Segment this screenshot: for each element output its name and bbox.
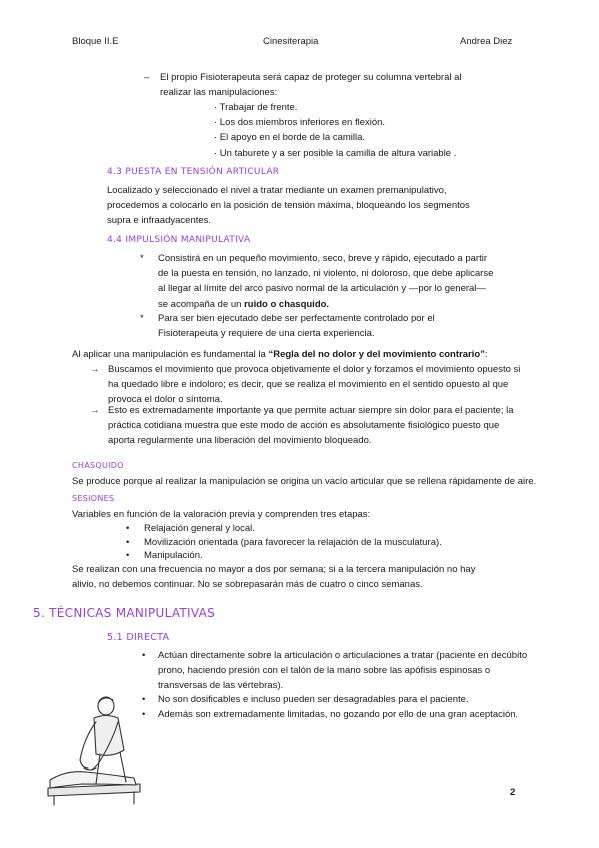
text-line: Consistirá en un pequeño movimiento, seco, breve y rápido, ejecutado a partir: [158, 253, 487, 264]
dot-bullet: •: [142, 694, 146, 705]
arrow-bullet: →: [90, 364, 100, 375]
intro-line: realizar las manipulaciones:: [160, 87, 278, 99]
sesiones-closing: [72, 562, 475, 592]
text-line: supra e infraadyacentes.: [107, 215, 212, 227]
text-run: Al aplicar una manipulación es fundamental la: [72, 349, 269, 360]
intro-subitem: · Trabajar de frente.: [214, 102, 298, 113]
intro-paragraph: [160, 70, 462, 100]
dot-bullet: •: [142, 650, 146, 661]
text-line: Se realizan con una frecuencia no mayor a dos por semana; si a la tercera manipulación no hay: [72, 564, 476, 575]
text-line: procedemos a colocarlo en la posición de tensión máxima, bloqueando los segmentos: [107, 200, 470, 212]
dot-bullet: •: [126, 523, 130, 534]
text-line: ha quedado libre e indoloro; es decir, que se realiza el movimiento en el sentido opuesto al que: [108, 379, 509, 391]
arrow-bullet: →: [90, 405, 100, 416]
asterisk-bullet: *: [140, 253, 144, 264]
rule-arrow-2: [108, 403, 514, 449]
text-line: Para ser bien ejecutado debe ser perfectamente controlado por el: [158, 313, 435, 324]
section-4-4-title: 4.4 IMPULSIÓN MANIPULATIVA: [107, 235, 251, 245]
header-center: Cinesiterapia: [263, 36, 319, 47]
dot-bullet: •: [142, 709, 146, 720]
text-line: Fisioterapeuta y requiere de una cierta experiencia.: [158, 328, 375, 340]
sesiones-item: Movilización orientada (para favorecer la relajación de la musculatura).: [144, 537, 442, 548]
intro-subitem: · El apoyo en el borde de la camilla.: [214, 132, 366, 144]
text-line: [158, 297, 493, 312]
directa-bullet-3: Además son extremadamente limitadas, no gozando por ello de una gran aceptación.: [158, 709, 519, 720]
text-line: Actúan directamente sobre la articulación o articulaciones a tratar (paciente en decúbito: [158, 650, 528, 661]
bold-run: “Regla del no dolor y del movimiento contrario”: [268, 349, 485, 360]
sesiones-item: Relajación general y local.: [144, 523, 255, 534]
text-line: transversas de las vértebras).: [158, 680, 284, 692]
section-4-3-title: 4.3 PUESTA EN TENSIÓN ARTICULAR: [107, 167, 280, 177]
intro-line: El propio Fisioterapeuta será capaz de proteger su columna vertebral al: [160, 72, 462, 83]
page-number: 2: [510, 787, 516, 798]
section-5-title: 5. TÉCNICAS MANIPULATIVAS: [33, 606, 216, 620]
text-line: prono, haciendo presión con el talón de la mano sobre las apófisis espinosas o: [158, 665, 491, 677]
text-run: se acompaña de un: [158, 298, 245, 310]
text-run: :: [484, 349, 488, 360]
intro-sublist: [214, 100, 456, 161]
text-line: Localizado y seleccionado el nivel a tratar mediante un examen premanipulativo,: [107, 185, 447, 196]
text-line: de la puesta en tensión, no lanzado, ni violento, ni doloroso, que debe aplicarse: [158, 268, 494, 280]
rule-arrow-1: [108, 362, 520, 408]
text-line: aporta regularmente una liberación del movimiento bloqueado.: [108, 435, 372, 447]
directa-bullet-1: [158, 648, 527, 694]
section-5-1-title: 5.1 DIRECTA: [107, 632, 170, 643]
impulse-bullet-2: [158, 311, 435, 341]
bold-run: ruido o chasquido.: [244, 298, 330, 310]
chasquido-text: Se produce porque al realizar la manipulación se origina un vacío articular que se rellena rápidamente de aire.: [72, 476, 537, 487]
sesiones-title: SESIONES: [72, 494, 115, 503]
text-line: práctica cotidiana muestra que este modo de acción es absolutamente fisiológico puesto que: [108, 420, 500, 432]
text-line: al llegar al límite del arco pasivo normal de la articulación y —por lo general—: [158, 283, 486, 295]
header-left: Bloque II.E: [72, 36, 119, 47]
rule-intro: [72, 347, 488, 362]
dot-bullet: •: [126, 537, 130, 548]
text-line: alivio, no debemos continuar. No se sobrepasarán más de cuatro o cinco semanas.: [72, 579, 423, 591]
intro-subitem: · Los dos miembros inferiores en flexión.: [214, 117, 386, 129]
chasquido-title: CHASQUIDO: [72, 461, 124, 470]
directa-bullet-2: No son dosificables e incluso pueden ser desagradables para el paciente.: [158, 694, 469, 705]
manipulation-illustration: [46, 688, 142, 806]
sesiones-item: Manipulación.: [144, 550, 203, 561]
text-line: Esto es extremadamente importante ya que permite actuar siempre sin dolor para el paciente; la: [108, 405, 514, 416]
dash-bullet: –: [144, 72, 150, 83]
sesiones-intro: Variables en función de la valoración previa y comprenden tres etapas:: [72, 509, 371, 520]
text-line: provoca el dolor o síntoma.: [108, 394, 223, 406]
section-4-3-text: [107, 183, 470, 229]
asterisk-bullet: *: [140, 313, 144, 324]
impulse-bullet-1: [158, 251, 493, 312]
dot-bullet: •: [126, 550, 130, 561]
intro-subitem: · Un taburete y a ser posible la camilla de altura variable .: [214, 147, 457, 159]
header-right: Andrea Diez: [460, 36, 513, 47]
text-line: Buscamos el movimiento que provoca objetivamente el dolor y forzamos el movimiento opuesto si: [108, 364, 521, 375]
